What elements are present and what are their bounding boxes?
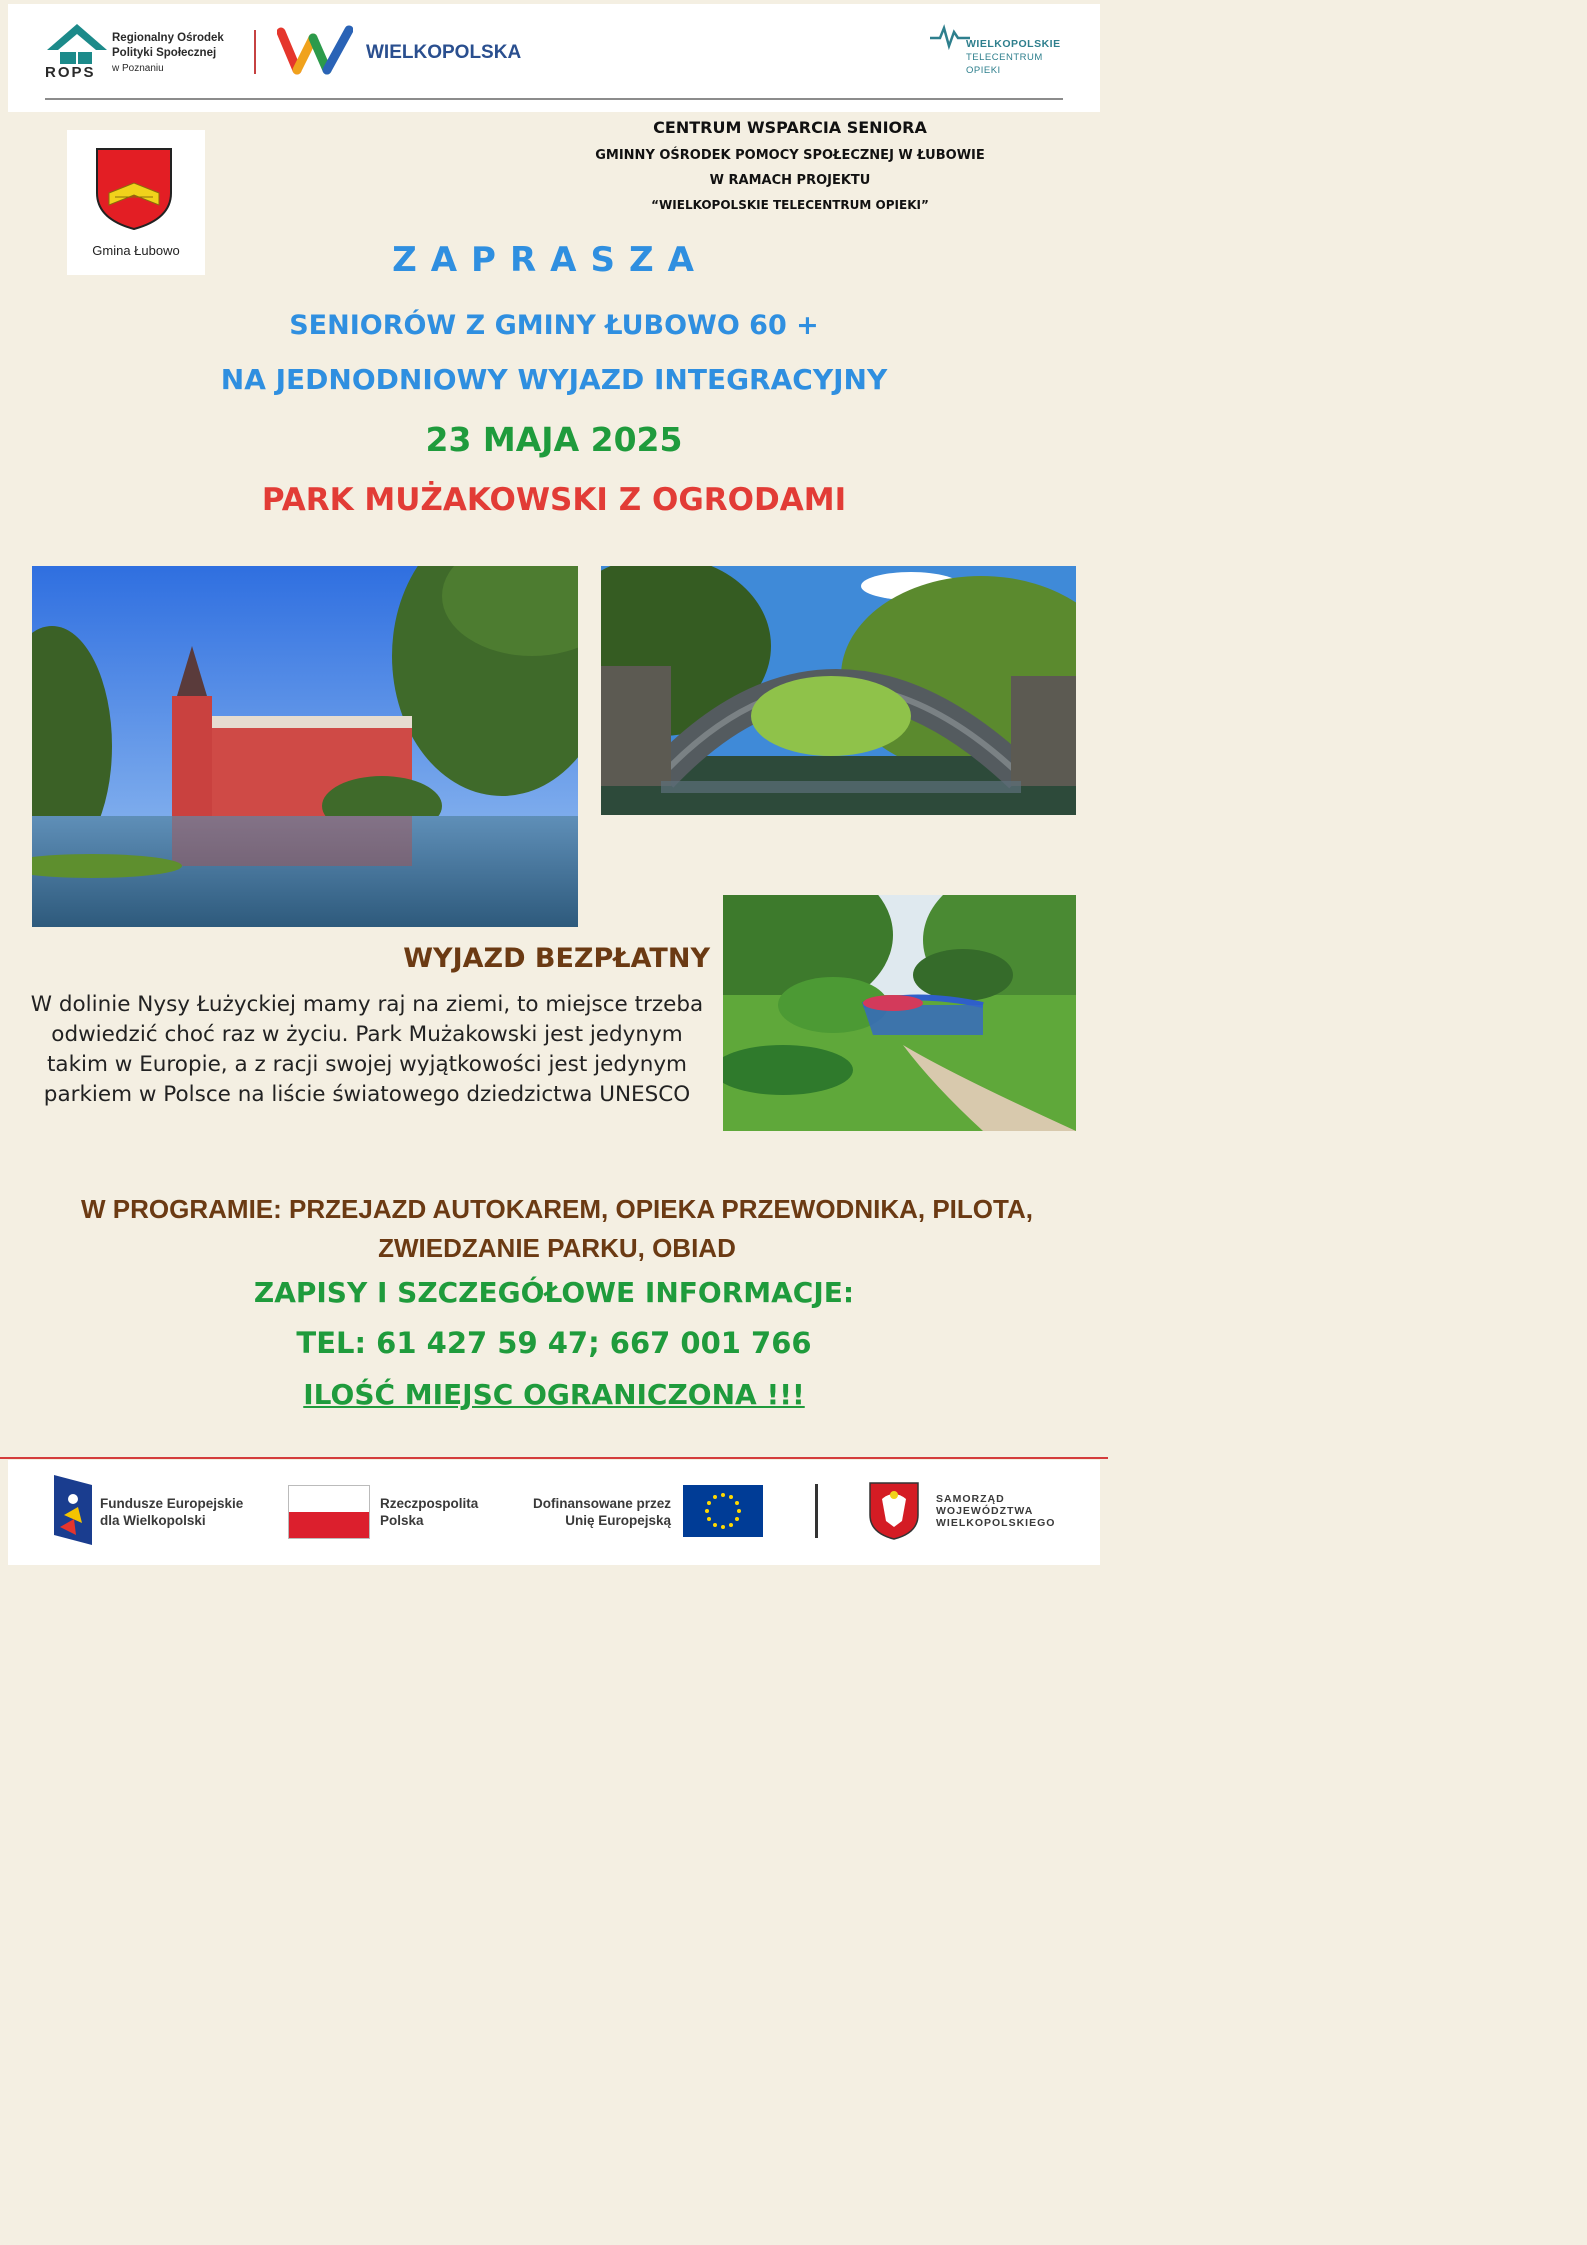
ue-line1: Dofinansowane przez	[532, 1496, 671, 1511]
organizer-institution: GMINNY OŚRODEK POMOCY SPOŁECZNEJ W ŁUBOWIE	[595, 148, 985, 163]
audience-heading: SENIORÓW Z GMINY ŁUBOWO 60 +	[289, 310, 819, 341]
wto-line3: OPIEKI	[966, 65, 1001, 76]
telecentrum-heartbeat-icon	[930, 24, 970, 50]
footer-divider	[0, 1457, 1108, 1459]
header-separator	[254, 30, 256, 74]
signup-heading: ZAPISY I SZCZEGÓŁOWE INFORMACJE:	[253, 1276, 855, 1309]
fe-line1: Fundusze Europejskie	[100, 1496, 244, 1511]
phone-numbers: TEL: 61 427 59 47; 667 001 766	[296, 1326, 812, 1360]
organizer-title: CENTRUM WSPARCIA SENIORA	[653, 118, 927, 137]
telecentrum-wordmark	[966, 38, 1061, 77]
wielkopolska-wordmark: WIELKOPOLSKA	[366, 42, 522, 63]
eu-flag-icon	[683, 1485, 763, 1537]
rops-name-line1: Regionalny Ośrodek	[112, 32, 224, 44]
garden-bridge-photo	[723, 895, 1076, 1131]
polish-flag-icon	[288, 1485, 370, 1539]
rops-acronym: ROPS	[45, 64, 96, 81]
palace-lake-photo	[32, 566, 578, 927]
sww-line2: WOJEWÓDZTWA	[936, 1505, 1034, 1517]
eu-funding-label	[515, 1495, 671, 1529]
destination-heading: PARK MUŻAKOWSKI Z OGRODAMI	[261, 482, 847, 518]
limited-seats-notice: ILOŚĆ MIEJSC OGRANICZONA !!!	[303, 1378, 805, 1411]
sww-line3: WIELKOPOLSKIEGO	[936, 1517, 1056, 1529]
trip-date: 23 MAJA 2025	[425, 420, 683, 459]
rzeczpospolita-label	[380, 1495, 478, 1529]
rops-name-line3: w Poznaniu	[112, 63, 164, 74]
gmina-label: Gmina Łubowo	[92, 243, 180, 258]
gmina-crest-icon	[95, 147, 173, 231]
organizer-project-intro: W RAMACH PROJEKTU	[709, 173, 871, 188]
header-divider	[45, 98, 1063, 100]
footer-separator	[815, 1484, 818, 1538]
european-funds-logo-icon	[54, 1475, 92, 1545]
rp-line2: Polska	[380, 1513, 424, 1528]
sww-line1: SAMORZĄD	[936, 1493, 1005, 1505]
ue-line2: Unię Europejską	[565, 1513, 671, 1528]
park-description: W dolinie Nysy Łużyckiej mamy raj na ziemi, to miejsce trzeba odwiedzić choć raz w życiu. Park Mużakowski jest jedynym takim w Europie, a z racji swojej wyjątkowości jest jedynym parkiem w Polsce na liście światowego dziedzictwa UNESCO	[30, 992, 704, 1107]
wto-line2: TELECENTRUM	[966, 52, 1043, 63]
program-details: W PROGRAMIE: PRZEJAZD AUTOKAREM, OPIEKA PRZEWODNIKA, PILOTA, ZWIEDZANIE PARKU, OBIAD	[81, 1194, 1033, 1263]
european-funds-label	[100, 1495, 243, 1529]
free-trip-label: WYJAZD BEZPŁATNY	[403, 943, 710, 974]
trip-heading: NA JEDNODNIOWY WYJAZD INTEGRACYJNY	[220, 363, 888, 396]
organizer-project-name: “WIELKOPOLSKIE TELECENTRUM OPIEKI”	[651, 198, 929, 212]
wielkopolska-crest-icon	[868, 1481, 920, 1541]
stone-arch-bridge-photo	[601, 566, 1076, 815]
invite-heading: ZAPRASZA	[392, 240, 708, 280]
rops-name	[112, 31, 224, 76]
wto-line1: WIELKOPOLSKIE	[966, 38, 1061, 50]
rops-name-line2: Polityki Społecznej	[112, 47, 217, 59]
fe-line2: dla Wielkopolski	[100, 1513, 206, 1528]
rp-line1: Rzeczpospolita	[380, 1496, 479, 1511]
regional-government-label	[936, 1493, 1055, 1529]
wielkopolska-logo-icon	[277, 24, 353, 78]
